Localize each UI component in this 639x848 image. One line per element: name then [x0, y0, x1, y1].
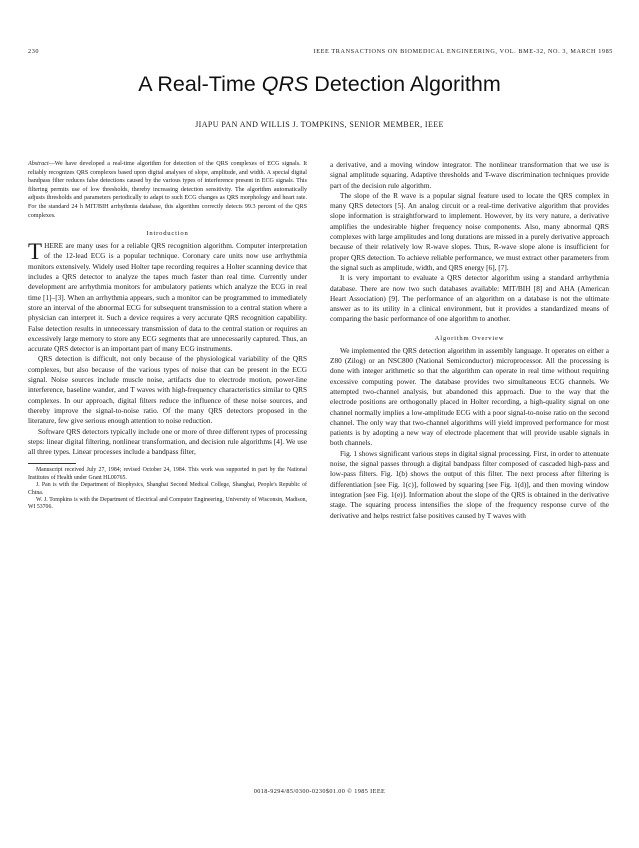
- footnote-tompkins: W. J. Tompkins is with the Department of Electrical and Computer Engineering, University of Wisconsin, Madison, WI 53706.: [28, 497, 307, 511]
- author-line: JIAPU PAN AND WILLIS J. TOMPKINS, SENIOR MEMBER, IEEE: [195, 120, 444, 129]
- title-prefix: A Real-Time: [138, 72, 262, 96]
- footnote-pan: J. Pan is with the Department of Biophysics, Shanghai Second Medical College, Shanghai, People's Republic of China.: [28, 482, 307, 496]
- section-heading-algorithm-overview: Algorithm Overview: [434, 334, 505, 342]
- abstract: [28, 160, 307, 220]
- title-suffix: Detection Algorithm: [308, 72, 501, 96]
- right-paragraph-3: It is very important to evaluate a QRS detector algorithm using a standard arrhythmia database. There are now two such databases available: MIT/BIH [8] and AHA (American Heart Association) [9]. The performance of an algorithm on a database is not the ultimate answer as to its utility in a clinical environment, but it provides a standardized means of comparing the basic performance of one algorithm to another.: [330, 273, 609, 324]
- page-number: 230: [28, 48, 40, 55]
- left-column: [28, 160, 307, 512]
- intro-paragraph-1-text: HERE are many uses for a reliable QRS recognition algorithm. Computer interpretation of the 12-lead ECG is a popular technique. Coronary care units now use arrhythmia monitors extensively. Widely used Holter tape recording requires a Holter scanning device that includes a QRS detector to analyze the tapes much faster than real time. Currently under development are arrhythmia monitors for ambulatory patients which analyze the ECG in real time [1]–[3]. When an arrhythmia appears, such a monitor can be programmed to immediately store an interval of the abnormal ECG for subsequent transmission to a central station where a physician can interpret it. Such a device requires a very accurate QRS recognition capability. False detection results in unnecessary transmission of data to the central station or requires an excessively large memory to store any ECG segments that are unnecessarily captured. Thus, an accurate QRS detector is an important part of many ECG instruments.: [28, 241, 307, 354]
- footnote-manuscript: Manuscript received July 27, 1984; revised October 24, 1984. This work was supported in part by the National Institutes of Health under Grant HL00765.: [28, 467, 307, 481]
- abstract-text: —We have developed a real-time algorithm for detection of the QRS complexes of ECG signals. It reliably recognizes QRS complexes based upon digital analyses of slope, amplitude, and width. A special digital bandpass filter reduces false detections caused by the various types of interference present in ECG signals. This filtering permits use of low thresholds, thereby increasing detection sensitivity. The algorithm automatically adjusts thresholds and parameters periodically to adapt to such ECG changes as QRS morphology and heart rate. For the standard 24 h MIT/BIH arrhythmia database, this algorithm correctly detects 99.3 percent of the QRS complexes.: [28, 161, 307, 219]
- copyright-code: 0018-9294/85/0300-0230$01.00 © 1985 IEEE: [253, 788, 386, 795]
- intro-paragraph-1: [28, 241, 307, 354]
- intro-paragraph-2: QRS detection is difficult, not only because of the physiological variability of the QRS complexes, but also because of the various types of noise that can be present in the ECG signal. Noise sources include muscle noise, artifacts due to electrode motion, power-line interference, baseline wander, and T waves with high-frequency characteristics similar to QRS complexes. In our approach, digital filters reduce the influence of these noise sources, and thereby improve the signal-to-noise ratio. Of the many QRS detectors proposed in the literature, few give serious enough attention to noise reduction.: [28, 354, 307, 426]
- running-header: [28, 48, 613, 60]
- paper-title: [0, 72, 639, 97]
- overview-paragraph-2: Fig. 1 shows significant various steps in digital signal processing. First, in order to attenuate noise, the signal passes through a digital bandpass filter composed of cascaded high-pass and low-pass filters. Fig. 1(b) shows the output of this filter. The next process after filtering is differentiation [see Fig. 1(c)], followed by squaring [see Fig. 1(d)], and then moving window integration [see Fig. 1(e)]. Information about the slope of the QRS is obtained in the derivative stage. The squaring process intensifies the slope of the frequency response curve of the derivative and helps restrict false positives caused by T waves with: [330, 448, 609, 520]
- right-paragraph-1: a derivative, and a moving window integrator. The nonlinear transformation that we use is signal amplitude squaring. Adaptive thresholds and T-wave discrimination techniques provide part of the decision rule algorithm.: [330, 160, 609, 190]
- intro-paragraph-3: Software QRS detectors typically include one or more of three different types of processing steps: linear digital filtering, nonlinear transformation, and decision rule algorithms [4]. We use all three types. Linear processes include a bandpass filter,: [28, 426, 307, 457]
- overview-paragraph-1: We implemented the QRS detection algorithm in assembly language. It operates on either a Z80 (Zilog) or an NSC800 (National Semiconductor) microprocessor. All the processing is done with integer arithmetic so that the algorithm can operate in real time without requiring excessive computing power. The database provides two simultaneous ECG channels. We attempted two-channel analysis, but abandoned this approach. Due to the way that the electrode positions are orthogonally placed in Holter recording, a high-quality signal on one channel normally implies a low-amplitude ECG with a poor signal-to-noise ratio on the second channel. The only way that two-channel algorithms will yield improved performance for most patients is by adopting a new way of electrode placement that will provide usable signals in both channels.: [330, 345, 609, 448]
- right-column: [330, 160, 609, 521]
- drop-cap: T: [28, 239, 43, 265]
- section-heading-introduction: Introduction: [146, 230, 189, 238]
- journal-title: IEEE TRANSACTIONS ON BIOMEDICAL ENGINEERING, VOL. BME-32, NO. 3, MARCH 1985: [313, 48, 613, 55]
- right-paragraph-2: The slope of the R wave is a popular signal feature used to locate the QRS complex in many QRS detectors [5]. An analog circuit or a real-time derivative algorithm that provides slope information is straightforward to implement. However, by its very nature, a derivative amplifies the undesirable higher frequency noise components. Also, many abnormal QRS complexes with large amplitudes and long durations are missed in a purely derivative approach because of their relatively low R-wave slopes. Thus, R-wave slope alone is insufficient for proper QRS detection. To achieve reliable performance, we must extract other parameters from the signal such as amplitude, width, and QRS energy [6], [7].: [330, 190, 609, 272]
- title-qrs: QRS: [261, 72, 309, 96]
- footnote-rule: [28, 463, 76, 464]
- abstract-label: Abstract: [28, 161, 49, 167]
